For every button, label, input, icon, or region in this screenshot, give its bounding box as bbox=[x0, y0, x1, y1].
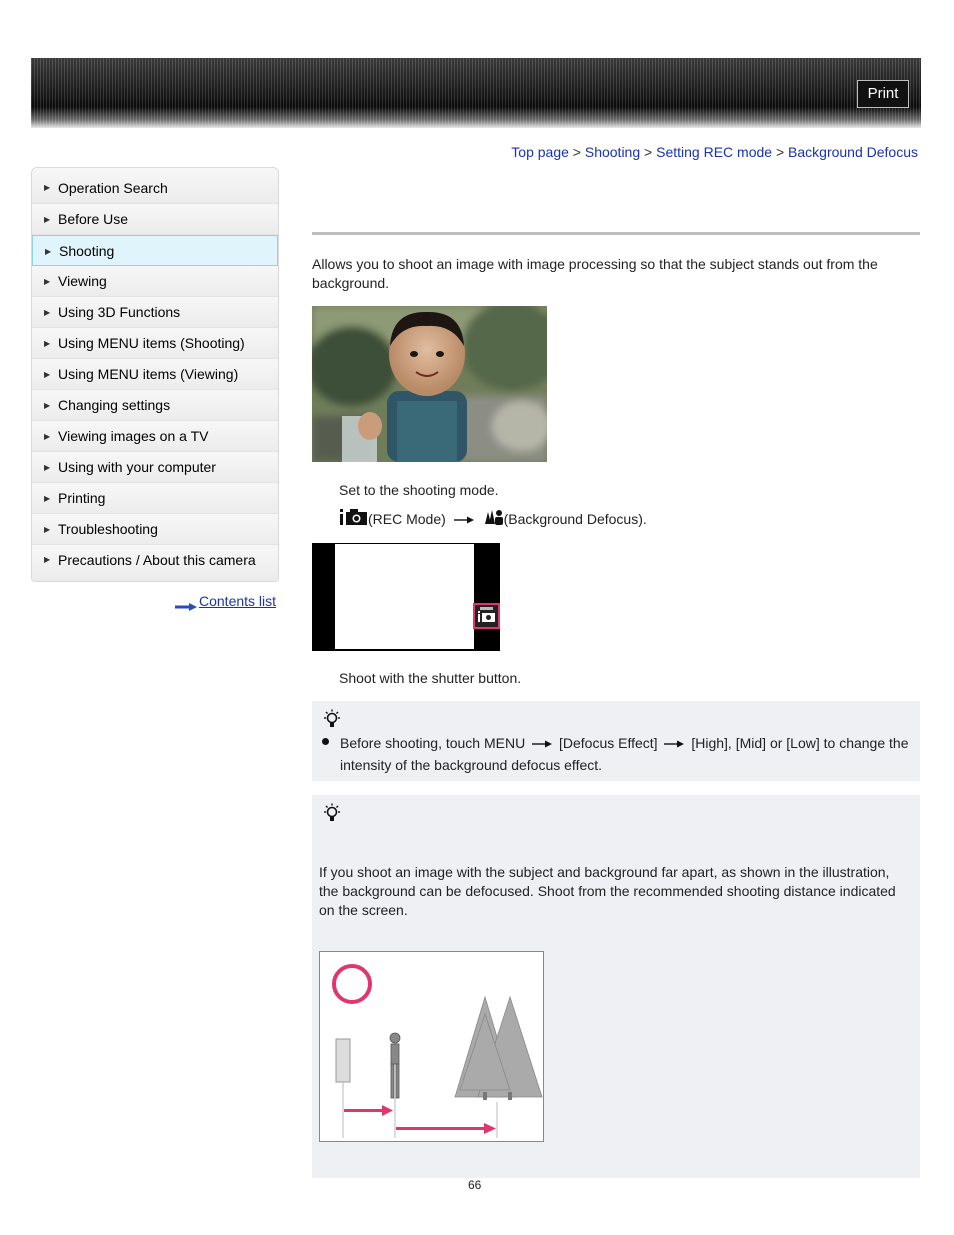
bullet-dot bbox=[322, 738, 329, 745]
sidebar-item-viewing[interactable] bbox=[32, 266, 278, 297]
sidebar-item-label: Using MENU items (Viewing) bbox=[58, 366, 239, 382]
page-number: 66 bbox=[468, 1178, 482, 1192]
hint1-text bbox=[340, 732, 912, 776]
triangle-right-icon: ▶ bbox=[44, 525, 51, 534]
background-defocus-label: (Background Defocus). bbox=[503, 511, 647, 527]
sidebar-item-viewing-tv[interactable] bbox=[32, 421, 278, 452]
hint2-text: If you shoot an image with the subject and background far apart, as shown in the illustration, the background can be defocused. Shoot from the recommended shooting distance indicated on the screen. bbox=[319, 864, 896, 918]
triangle-right-icon: ▶ bbox=[44, 494, 51, 503]
sidebar-item-label: Before Use bbox=[58, 211, 129, 227]
triangle-right-icon: ▶ bbox=[44, 370, 51, 379]
step1-mode-text bbox=[339, 508, 647, 527]
step1-text: Set to the shooting mode. bbox=[339, 482, 499, 498]
sidebar-item-troubleshooting[interactable] bbox=[32, 514, 278, 545]
lightbulb-icon bbox=[322, 803, 342, 823]
screen-display-area bbox=[335, 544, 474, 649]
title-rule bbox=[312, 232, 920, 235]
page-header bbox=[31, 58, 921, 128]
sidebar-item-computer[interactable] bbox=[32, 452, 278, 483]
sidebar-item-label: Using with your computer bbox=[58, 459, 216, 475]
print-button[interactable]: Print bbox=[857, 80, 909, 108]
i-camera-icon bbox=[339, 508, 368, 526]
background-defocus-icon bbox=[482, 508, 504, 526]
sidebar-item-shooting[interactable] bbox=[32, 235, 278, 266]
sidebar-item-label: Operation Search bbox=[58, 180, 168, 196]
sidebar-item-label: Using MENU items (Shooting) bbox=[58, 335, 245, 351]
main-content bbox=[312, 232, 920, 918]
arrow-right-icon bbox=[454, 516, 474, 524]
i-camera-icon bbox=[475, 605, 498, 627]
hint1-part1: Before shooting, touch MENU bbox=[340, 735, 526, 751]
sidebar-item-label: Viewing bbox=[58, 273, 107, 289]
arrow-right-icon bbox=[664, 740, 684, 748]
sidebar-item-label: Troubleshooting bbox=[58, 521, 158, 537]
sample-photo bbox=[312, 306, 547, 462]
step2-text: Shoot with the shutter button. bbox=[339, 670, 522, 686]
sidebar-item-label: Viewing images on a TV bbox=[58, 428, 209, 444]
triangle-right-icon: ▶ bbox=[44, 555, 51, 564]
sidebar-item-label: Shooting bbox=[59, 243, 115, 259]
sidebar-item-label: Printing bbox=[58, 490, 106, 506]
breadcrumb-separator: > bbox=[572, 144, 581, 160]
arrow-right-icon bbox=[532, 740, 552, 748]
intro-text: Allows you to shoot an image with image processing so that the subject stands out from the background. bbox=[312, 256, 878, 291]
sidebar-item-label: Precautions / About this camera bbox=[58, 552, 256, 568]
camera-screen-illustration bbox=[312, 543, 500, 651]
sidebar-item-label: Changing settings bbox=[58, 397, 171, 413]
triangle-right-icon: ▶ bbox=[44, 183, 51, 192]
contents-list-link[interactable] bbox=[175, 593, 276, 609]
triangle-right-icon: ▶ bbox=[44, 401, 51, 410]
sidebar-item-label: Using 3D Functions bbox=[58, 304, 181, 320]
sidebar-item-operation-search[interactable] bbox=[32, 168, 278, 204]
breadcrumb-shooting[interactable]: Shooting bbox=[584, 144, 641, 160]
contents-list-label: Contents list bbox=[199, 593, 277, 609]
breadcrumb-separator: > bbox=[644, 144, 653, 160]
hint-box-shooting-distance bbox=[312, 795, 920, 1178]
lightbulb-icon bbox=[322, 709, 342, 729]
breadcrumb-background-defocus[interactable]: Background Defocus bbox=[788, 144, 918, 160]
hint1-part2: [Defocus Effect] bbox=[559, 735, 658, 751]
triangle-right-icon: ▶ bbox=[44, 277, 51, 286]
triangle-right-icon: ▶ bbox=[44, 308, 51, 317]
sidebar-item-printing[interactable] bbox=[32, 483, 278, 514]
arrow-right-icon bbox=[175, 598, 197, 606]
sidebar-nav bbox=[31, 167, 279, 582]
triangle-right-icon: ▶ bbox=[44, 215, 51, 224]
triangle-right-icon: ▶ bbox=[44, 339, 51, 348]
triangle-right-icon: ▶ bbox=[44, 432, 51, 441]
sidebar-item-changing-settings[interactable] bbox=[32, 390, 278, 421]
distance-illustration bbox=[319, 951, 544, 1142]
hint1-part3: [High], [Mid] or [Low] to change the intensity of the background defocus effect. bbox=[340, 735, 909, 773]
sidebar-item-menu-viewing[interactable] bbox=[32, 359, 278, 390]
breadcrumb-top-page[interactable]: Top page bbox=[511, 144, 569, 160]
mode-icon-highlight bbox=[473, 603, 500, 629]
triangle-right-icon: ▶ bbox=[45, 247, 52, 256]
breadcrumb-setting-rec-mode[interactable]: Setting REC mode bbox=[656, 144, 773, 160]
sidebar-item-before-use[interactable] bbox=[32, 204, 278, 235]
triangle-right-icon: ▶ bbox=[44, 463, 51, 472]
hint-box-defocus-effect bbox=[312, 701, 920, 781]
ok-circle-icon bbox=[334, 966, 370, 1002]
breadcrumb-separator: > bbox=[775, 144, 785, 160]
rec-mode-label: (REC Mode) bbox=[368, 511, 446, 527]
sidebar-item-3d-functions[interactable] bbox=[32, 297, 278, 328]
sidebar-item-precautions[interactable] bbox=[32, 545, 278, 581]
sidebar-item-menu-shooting[interactable] bbox=[32, 328, 278, 359]
breadcrumb bbox=[511, 144, 918, 160]
